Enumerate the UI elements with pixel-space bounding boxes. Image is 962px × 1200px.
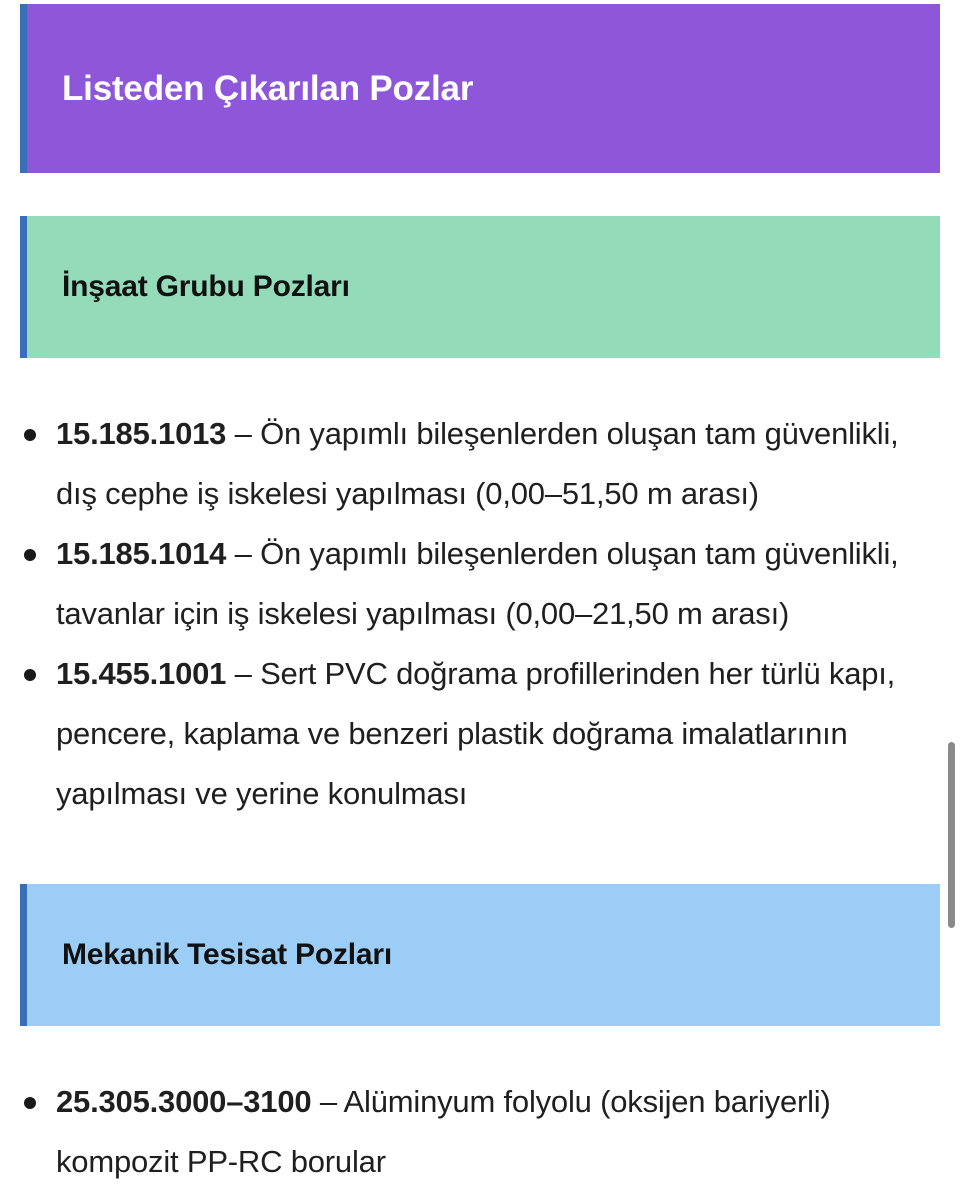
insaat-heading: İnşaat Grubu Pozları: [62, 270, 350, 303]
poz-description: – Ön yapımlı bileşenlerden oluşan tam güvenlikli, tavanlar için iş iskelesi yapılması (0,00–21,50 m arası): [56, 536, 899, 631]
poz-code: 25.305.3000–3100: [56, 1084, 312, 1119]
main-heading-box: [20, 4, 940, 173]
poz-description: – Sert PVC doğrama profillerinden her türlü kapı, pencere, kaplama ve benzeri plastik doğrama imalatlarının yapılması ve yerine konulması: [56, 656, 896, 811]
poz-description: – Alüminyum folyolu (oksijen bariyerli) kompozit PP-RC borular: [56, 1084, 831, 1179]
main-heading: Listeden Çıkarılan Pozlar: [62, 68, 474, 108]
poz-code: 15.185.1013: [56, 416, 227, 451]
insaat-heading-box: [20, 216, 940, 358]
list-item: [20, 1072, 932, 1192]
poz-code: 15.185.1014: [56, 536, 227, 571]
mekanik-heading-box: [20, 884, 940, 1026]
mekanik-list: [20, 1072, 932, 1192]
insaat-list: [20, 404, 932, 824]
poz-code: 15.455.1001: [56, 656, 227, 691]
list-item: [20, 644, 932, 824]
list-item: [20, 524, 932, 644]
scrollbar-thumb[interactable]: [948, 742, 955, 928]
poz-description: – Ön yapımlı bileşenlerden oluşan tam güvenlikli, dış cephe iş iskelesi yapılması (0,00–51,50 m arası): [56, 416, 899, 511]
list-item: [20, 404, 932, 524]
mekanik-heading: Mekanik Tesisat Pozları: [62, 938, 392, 971]
